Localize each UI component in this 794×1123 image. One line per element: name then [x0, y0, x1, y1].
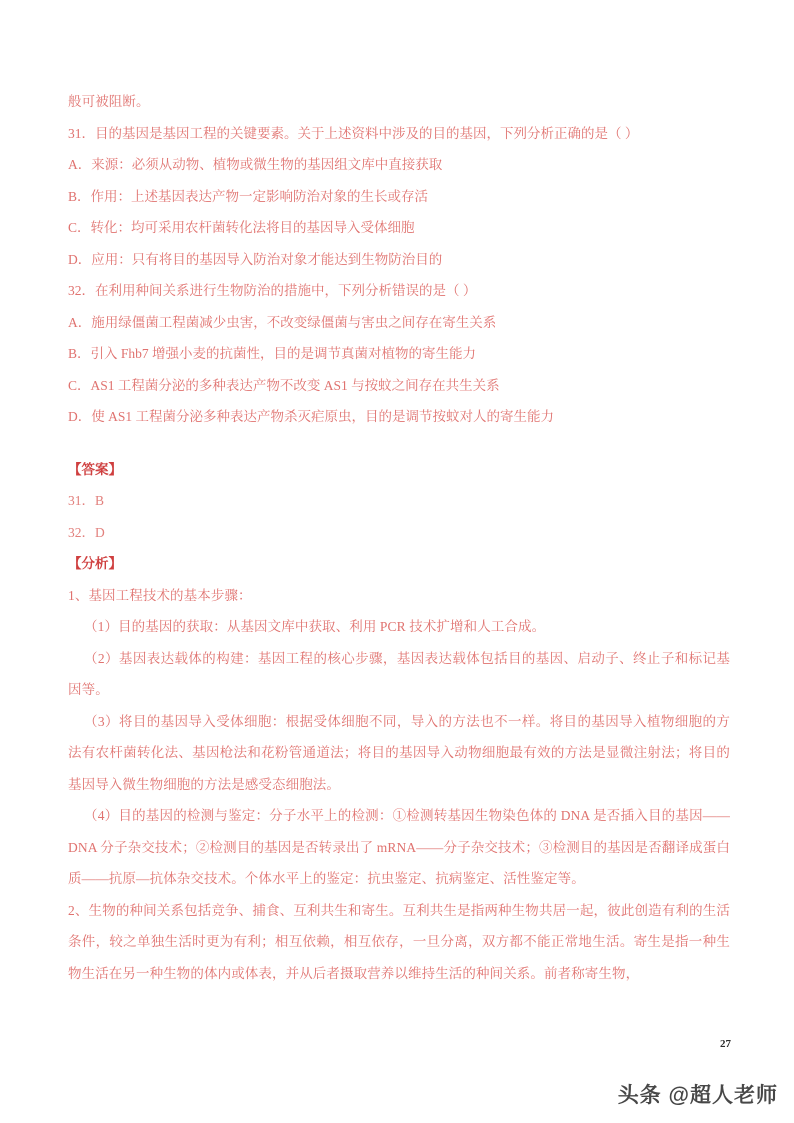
document-body — [68, 86, 730, 989]
page-number: 27 — [720, 1038, 731, 1050]
analysis-item-1-4: （4）目的基因的检测与鉴定：分子水平上的检测：①检测转基因生物染色体的 DNA 是否插入目的基因——DNA 分子杂交技术；②检测目的基因是否转录出了 mRNA——分子杂交技术；③检测目的基因是否翻译成蛋白质——抗原—抗体杂交技术。个体水平上的鉴定：抗虫鉴定、抗病鉴定、活性鉴定等。 — [68, 808, 730, 886]
continued-paragraph: 般可被阻断。 — [68, 94, 150, 109]
analysis-item-1-1: （1）目的基因的获取：从基因文库中获取、利用 PCR 技术扩增和人工合成。 — [84, 619, 546, 634]
analysis-item-1-3: （3）将目的基因导入受体细胞：根据受体细胞不同，导入的方法也不一样。将目的基因导入植物细胞的方法有农杆菌转化法、基因枪法和花粉管通道法；将目的基因导入动物细胞最有效的方法是显微注射法；将目的基因导入微生物细胞的方法是感受态细胞法。 — [68, 713, 730, 792]
question-31-option-a: A．来源：必须从动物、植物或微生物的基因组文库中直接获取 — [68, 157, 443, 172]
question-32-stem: 32．在利用种间关系进行生物防治的措施中，下列分析错误的是（ ） — [68, 283, 477, 298]
question-31-option-d: D．应用：只有将目的基因导入防治对象才能达到生物防治目的 — [68, 251, 443, 267]
answer-32: 32．D — [68, 524, 105, 540]
analysis-item-1-2: （2）基因表达载体的构建：基因工程的核心步骤，基因表达载体包括目的基因、启动子、终止子和标记基因等。 — [68, 650, 730, 697]
watermark: 头条 @超人老师 — [617, 1084, 778, 1107]
question-32-option-a: A．施用绿僵菌工程菌减少虫害，不改变绿僵菌与害虫之间存在寄生关系 — [68, 314, 497, 330]
question-31-option-b: B．作用：上述基因表达产物一定影响防治对象的生长或存活 — [68, 188, 429, 204]
question-31-stem: 31．目的基因是基因工程的关键要素。关于上述资料中涉及的目的基因，下列分析正确的是（ ） — [68, 125, 639, 141]
analysis-heading: 【分析】 — [68, 556, 122, 571]
answer-31: 31．B — [68, 493, 105, 508]
analysis-item-1: 1、基因工程技术的基本步骤： — [68, 587, 252, 603]
answer-heading: 【答案】 — [68, 461, 122, 477]
question-32-option-c: C．AS1 工程菌分泌的多种表达产物不改变 AS1 与按蚊之间存在共生关系 — [68, 377, 500, 393]
analysis-item-2: 2、生物的种间关系包括竞争、捕食、互利共生和寄生。互利共生是指两种生物共居一起，彼此创造有利的生活条件，较之单独生活时更为有利；相互依赖，相互依存，一旦分离，双方都不能正常地生活。寄生是指一种生物生活在另一种生物的体内或体表，并从后者摄取营养以维持生活的种间关系。前者称寄生物， — [68, 902, 730, 981]
question-32-option-b: B．引入 Fhb7 增强小麦的抗菌性，目的是调节真菌对植物的寄生能力 — [68, 346, 477, 361]
question-32-option-d: D．使 AS1 工程菌分泌多种表达产物杀灭疟原虫，目的是调节按蚊对人的寄生能力 — [68, 409, 555, 424]
question-31-option-c: C．转化：均可采用农杆菌转化法将目的基因导入受体细胞 — [68, 220, 415, 235]
